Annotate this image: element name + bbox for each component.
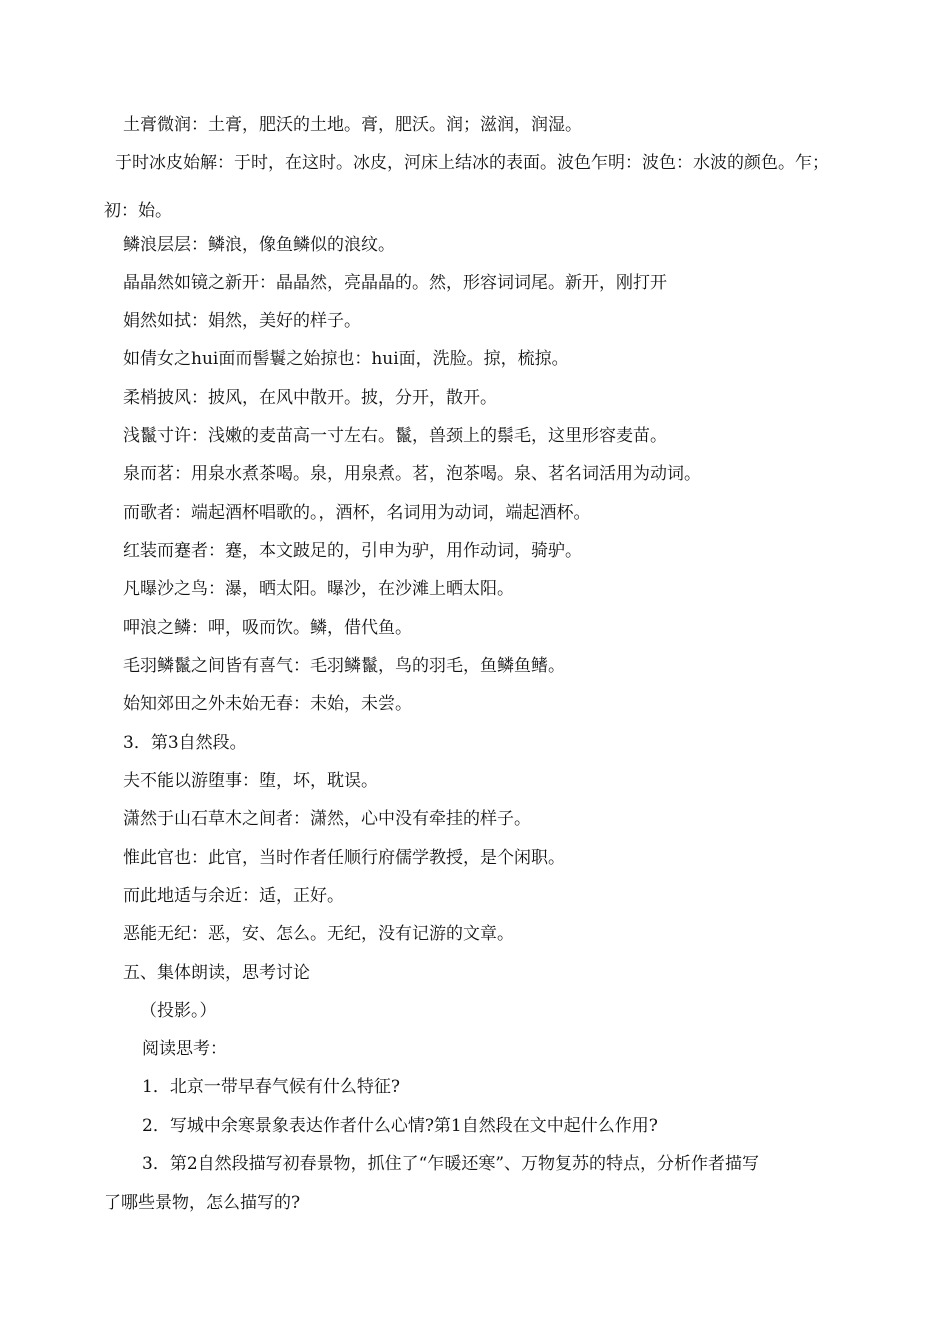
- text-line-8: 柔梢披风：披风，在风中散开。披，分开，散开。: [123, 388, 497, 408]
- text-line-4: 鳞浪层层：鳞浪，像鱼鳞似的浪纹。: [123, 235, 395, 255]
- text-line-10: 泉而茗：用泉水煮茶喝。泉，用泉煮。茗，泡茶喝。泉、茗名词活用为动词。: [123, 464, 701, 484]
- text-line-18: 夫不能以游堕事：堕，坏，耽误。: [123, 771, 378, 791]
- text-line-13: 凡曝沙之鸟：瀑，晒太阳。曝沙，在沙滩上晒太阳。: [123, 579, 514, 599]
- text-line-5: 晶晶然如镜之新开：晶晶然，亮晶晶的。然，形容词词尾。新开，刚打开: [123, 273, 667, 293]
- text-line-15: 毛羽鳞鬣之间皆有喜气：毛羽鳞鬣，鸟的羽毛，鱼鳞鱼鳍。: [123, 656, 565, 676]
- text-line-22: 恶能无纪：恶，安、怎么。无纪，没有记游的文章。: [123, 924, 514, 944]
- text-line-14: 呷浪之鳞：呷，吸而饮。鳞，借代鱼。: [123, 618, 412, 638]
- text-line-6: 娟然如拭：娟然，美好的样子。: [123, 311, 361, 331]
- text-line-17: 3．第3自然段。: [123, 733, 247, 753]
- text-line-12: 红装而蹇者：蹇，本文跛足的，引申为驴，用作动词，骑驴。: [123, 541, 582, 561]
- text-line-3: 初：始。: [104, 201, 172, 221]
- question-2: 2．写城中余寒景象表达作者什么心情?第1自然段在文中起什么作用?: [142, 1116, 658, 1136]
- text-line-19: 潇然于山石草木之间者：潇然，心中没有牵挂的样子。: [123, 809, 531, 829]
- text-line-11: 而歌者：端起酒杯唱歌的。，酒杯，名词用为动词，端起酒杯。: [123, 503, 591, 523]
- text-line-2: 于时冰皮始解：于时，在这时。冰皮，河床上结冰的表面。波色乍明：波色：水波的颜色。乍；: [115, 153, 829, 173]
- text-line-24: （投影。）: [140, 1001, 217, 1021]
- text-line-1: 土膏微润：土膏，肥沃的土地。膏，肥沃。润；滋润，润湿。: [123, 115, 582, 135]
- question-1: 1．北京一带早春气候有什么特征?: [142, 1077, 400, 1097]
- text-line-16: 始知郊田之外未始无春：未始，未尝。: [123, 694, 412, 714]
- text-line-20: 惟此官也：此官，当时作者任顺行府儒学教授，是个闲职。: [123, 848, 565, 868]
- section-heading: 五、集体朗读，思考讨论: [123, 963, 310, 983]
- question-3: 3．第2自然段描写初春景物，抓住了“乍暖还寒”、万物复苏的特点，分析作者描写: [142, 1154, 760, 1174]
- question-3-continued: 了哪些景物，怎么描写的?: [104, 1193, 301, 1213]
- text-line-25: 阅读思考：: [142, 1039, 227, 1059]
- text-line-21: 而此地适与余近：适，正好。: [123, 886, 344, 906]
- text-line-7: 如倩女之hui面而髻鬟之始掠也：hui面，洗脸。掠，梳掠。: [123, 349, 569, 369]
- text-line-9: 浅鬣寸许：浅嫩的麦苗高一寸左右。鬣，兽颈上的鬃毛，这里形容麦苗。: [123, 426, 667, 446]
